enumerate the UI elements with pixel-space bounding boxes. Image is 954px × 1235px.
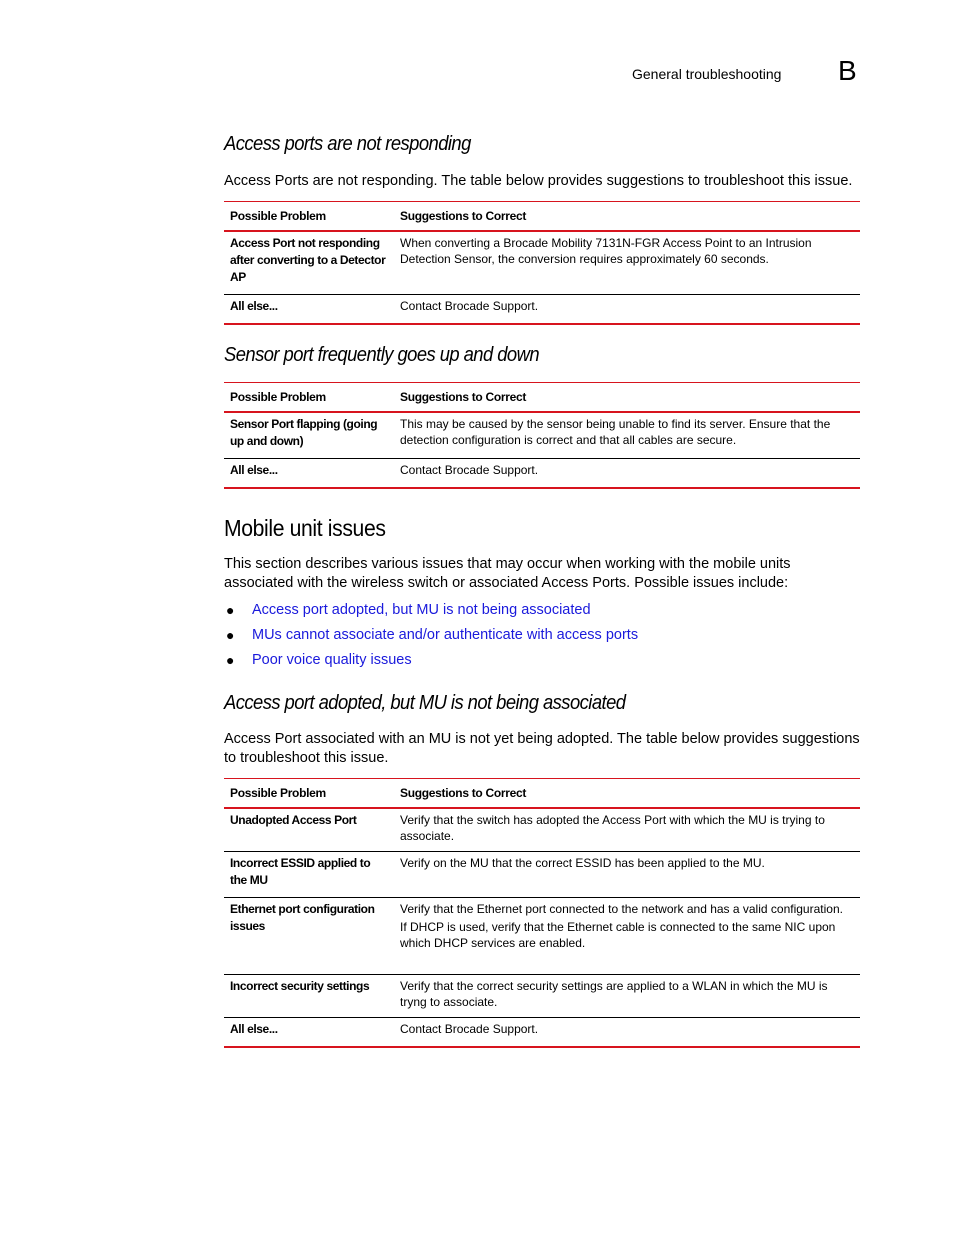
cell-problem: All else... <box>230 299 278 313</box>
cell-suggestion: When converting a Brocade Mobility 7131N-FGR Access Point to an Intrusion Detection Sensor, the conversion requires approximately 60 seconds. <box>400 236 812 266</box>
table-row <box>224 412 860 459</box>
cell-suggestion: Contact Brocade Support. <box>400 463 539 477</box>
cell-problem: Incorrect security settings <box>230 979 370 993</box>
cell-suggestion: Contact Brocade Support. <box>400 1022 539 1036</box>
cell-suggestion: Verify that the switch has adopted the Access Port with which the MU is trying to associate. <box>400 813 825 843</box>
intro-access-ports: Access Ports are not responding. The table below provides suggestions to troubleshoot this issue. <box>224 173 853 189</box>
cell-suggestion: Contact Brocade Support. <box>400 299 539 313</box>
table-header-row <box>224 202 860 232</box>
table-header-row <box>224 383 860 413</box>
cell-problem: Unadopted Access Port <box>230 813 357 827</box>
table-row <box>224 852 860 898</box>
table-row <box>224 1018 860 1048</box>
heading-mobile-unit-issues: Mobile unit issues <box>224 515 386 541</box>
column-header-suggestion: Suggestions to Correct <box>400 209 527 223</box>
appendix-letter: B <box>838 55 857 86</box>
heading-sensor-port: Sensor port frequently goes up and down <box>224 344 540 366</box>
table-sensor-port <box>224 382 860 489</box>
link-ap-adopted-mu-not-associated[interactable]: Access port adopted, but MU is not being associated <box>252 602 591 618</box>
bullet-icon: ● <box>226 602 235 618</box>
cell-problem: All else... <box>230 463 278 477</box>
suggestion-paragraph: If DHCP is used, verify that the Ethernet cable is connected to the same NIC upon which DHCP services are enabled. <box>400 920 836 950</box>
table-row <box>224 231 860 295</box>
column-header-suggestion: Suggestions to Correct <box>400 390 527 404</box>
cell-problem: All else... <box>230 1022 278 1036</box>
table-ap-adopted <box>224 778 860 1048</box>
intro-ap-adopted: Access Port associated with an MU is not yet being adopted. The table below provides suggestions to troubleshoot this issue. <box>224 731 860 766</box>
running-header-title: General troubleshooting <box>632 66 782 82</box>
table-row <box>224 295 860 325</box>
table-row <box>224 459 860 489</box>
column-header-problem: Possible Problem <box>230 209 326 223</box>
column-header-suggestion: Suggestions to Correct <box>400 786 527 800</box>
cell-suggestion: This may be caused by the sensor being unable to find its server. Ensure that the detection configuration is correct and that all cables are secure. <box>400 417 831 447</box>
bullet-icon: ● <box>226 652 235 668</box>
table-row <box>224 898 860 975</box>
column-header-problem: Possible Problem <box>230 390 326 404</box>
cell-suggestion: Verify that the correct security settings are applied to a WLAN in which the MU is tryng to associate. <box>400 979 828 1009</box>
cell-suggestion: Verify on the MU that the correct ESSID has been applied to the MU. <box>400 856 765 870</box>
table-header-row <box>224 779 860 809</box>
table-row <box>224 975 860 1018</box>
intro-mobile-unit: This section describes various issues that may occur when working with the mobile units associated with the wireless switch or associated Access Ports. Possible issues include: <box>224 556 791 591</box>
link-poor-voice-quality[interactable]: Poor voice quality issues <box>252 652 412 668</box>
cell-problem: Ethernet port configuration issues <box>230 902 375 933</box>
cell-problem: Sensor Port flapping (going up and down) <box>230 417 378 448</box>
link-mus-cannot-associate[interactable]: MUs cannot associate and/or authenticate with access ports <box>252 627 639 643</box>
table-access-ports <box>224 201 860 325</box>
column-header-problem: Possible Problem <box>230 786 326 800</box>
table-row <box>224 808 860 852</box>
cell-suggestion <box>394 898 860 975</box>
heading-ap-adopted-mu-not-associated: Access port adopted, but MU is not being associated <box>224 692 626 714</box>
cell-problem: Access Port not responding after converting to a Detector AP <box>230 236 386 284</box>
heading-access-ports-not-responding: Access ports are not responding <box>224 133 471 155</box>
bullet-icon: ● <box>226 627 235 643</box>
suggestion-paragraph: Verify that the Ethernet port connected to the network and has a valid configuration. <box>400 902 843 916</box>
cell-problem: Incorrect ESSID applied to the MU <box>230 856 371 887</box>
